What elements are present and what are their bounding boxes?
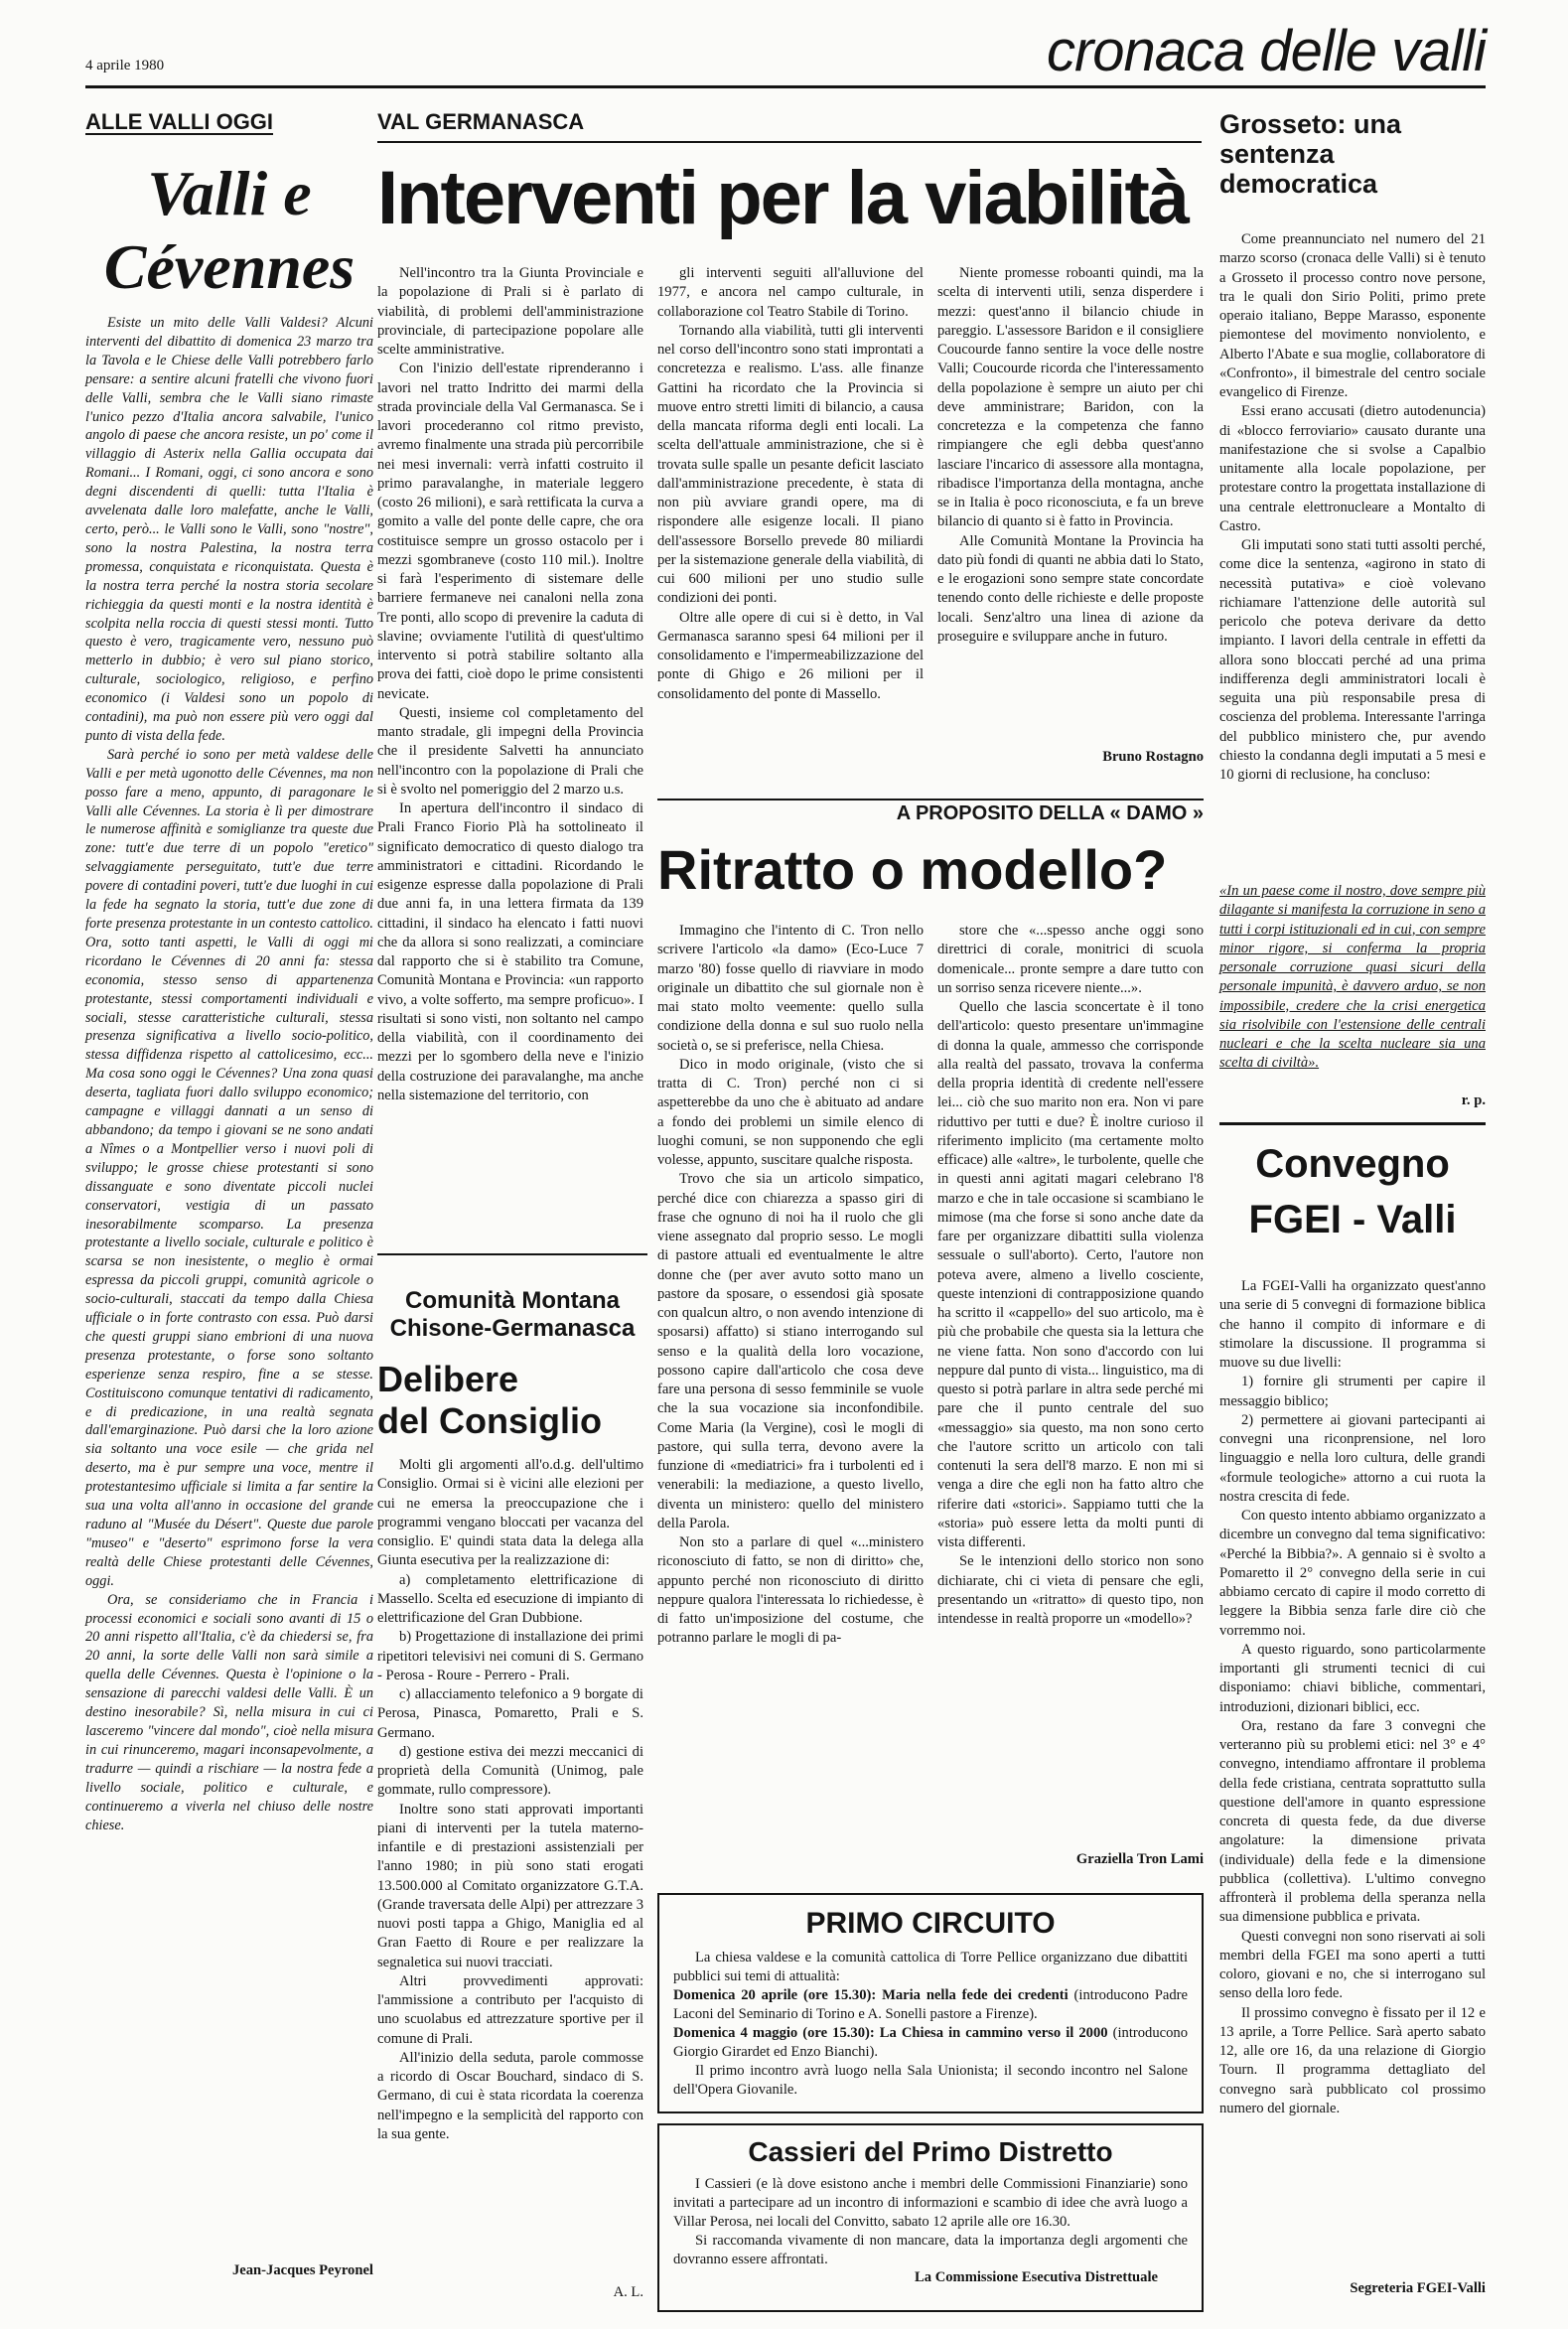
convegno-title — [1219, 1136, 1486, 1247]
paragraph: Niente promesse roboanti quindi, ma la scelta di interventi utili, senza disperdere i mezzi: quest'anno il bilancio chiude in pareggio. L'assessore Baridon e il consigliere Coucourde fanno sentire la voce delle nostre Valli; Coucourde ricorda che l'interessamento della popolazione è sempre un aiuto per chi deve amministrare; Baridon, con la concretezza e la competenza che fanno rimpiangere che egli debba quest'anno lasciare l'incarico di assessore alla montagna, ribadisce l'importanza della montagna, anche se in Italia è poco riconosciuta, e fa un breve bilancio di quanto si è fatto in Provincia. — [937, 265, 1204, 530]
paragraph: store che «...spesso anche oggi sono direttrici di corale, monitrici di scuola domenicale... pronte sempre a dare tutto con un sorriso senza ricevere niente...». — [937, 923, 1204, 996]
grosseto-title-line-3: democratica — [1219, 169, 1378, 199]
valli-signature: Jean-Jacques Peyronel — [231, 2262, 373, 2278]
paragraph: gli interventi seguiti all'alluvione del 1977, e ancora nel campo culturale, in collaborazione col Teatro Stabile di Torino. — [657, 265, 924, 320]
valli-title-line-1: Valli e — [147, 158, 312, 228]
primo-circuito-date-1: Domenica 20 aprile (ore 15.30): Maria nella fede dei credenti — [673, 1987, 1069, 2003]
paragraph: In apertura dell'incontro il sindaco di Prali Franco Fiorio Plà ha sottolineato il significato democratico di questo dialogo tra amministratori e cittadini. Ricordando le esigenze espresse dalla popolazione di Prali due anni fa, in una lettera firmata da 139 cittadini, il sindaco ha elencato i fatti nuovi che da allora si sono realizzati, a cominciare dal rapporto che si è stabilito tra Comune, Comunità Montana e Provincia: «un rapporto vivo, a volte sofferto, ma sempre proficuo». I risultati si sono visti, non soltanto nel campo della viabilità, con il coordinamento dei mezzi per lo sgombero della neve e l'inizio della costruzione dei paravalanghe, ma anche nella sistemazione del territorio, con — [377, 801, 643, 1103]
paragraph: Con l'inizio dell'estate riprenderanno i lavori nel tratto Indritto dei marmi della strada provinciale della Val Germanasca. Se i lavori procederanno col ritmo previsto, avremo finalmente una strada più percorribile nei mesi invernali: verrà infatti costruito il primo paravalanghe, in materiale leggero (costo 26 milioni), e sarà rettificata la curva a gomito a valle del ponte delle capre, che ora costituisce sempre un grosso ostacolo per i mezzi sgombraneve (costo 110 mil.). Inoltre si farà l'esperimento di sistemare delle barriere fermaneve nei canaloni nella zona Tre ponti, allo scopo di prevenire la caduta di slavine; ovviamente l'utilità di quest'ultimo intervento si potrà stabilire soltanto alla prova dei fatti, cioè dopo le prime consistenti nevicate. — [377, 361, 643, 702]
paragraph: Questi, insieme col completamento del manto stradale, gli impegni della Provincia che il presidente Salvetti ha annunciato nell'incontro con la popolazione di Prali che si è svolto nel pomeriggio del 2 marzo u.s. — [377, 704, 643, 798]
viab-kicker-rule — [377, 141, 1202, 143]
paragraph: All'inizio della seduta, parole commosse a ricordo di Oscar Bouchard, sindaco di S. Germano, di cui è stata ricordata la coerenza nell'impegno e la semplicità del rapporto con la sua gente. — [377, 2049, 643, 2142]
primo-circuito-close: Il primo incontro avrà luogo nella Sala Unionista; il secondo incontro nel Salone dell'Opera Giovanile. — [673, 2063, 1188, 2098]
cassieri-body — [673, 2175, 1188, 2269]
paragraph: Sarà perché io sono per metà valdese delle Valli e per metà ugonotto delle Cévennes, ma non posso fare a meno, appunto, di paragonare le Valli alle Cévennes. La storia è lì per dimostrare le numerose affinità e somiglianze tra queste due zone: tutt'e due terre di un popolo "eretico" selvaggiamente perseguitato, tutt'e due terre povere di contadini poveri, tutt'e due luoghi in cui la fede ha segnato la storia, tutt'e due zone di forte presenza protestante in un contesto cattolico. Ora, sotto tanti aspetti, le Valli di oggi mi ricordano le Cévennes di 20 anni fa: stessa economia, stesso senso di appartenenza protestante, stessi comportamenti individuali e sociali, stesse caratteristiche culturali, stessa presenza significativa a livello socio-politico, stessa diffidenza rispetto al cattolicesimo, ecc... Ma cosa sono oggi le Cévennes? Una zona quasi deserta, tagliata fuori dallo sviluppo economico; campagne e villaggi dannati a un senso di abbandono; da tempo i giovani se ne sono andati a Nîmes o a Montpellier verso i nuovi poli di sviluppo; le grosse chiese protestanti si sono dissanguate e sono diventate piccoli nuclei conservatori, vestigia di un passato inesorabilmente scomparso. La presenza protestante a livello sociale, culturale e politico è scarsa se non inesistente, o meglio è ormai espressa da piccoli gruppi, comunità agricole o socio-culturali, staccati da tempo dalla Chiesa ufficiale o in forte contrasto con essa. Può darsi che questi gruppi siano embrioni di una nuova presenza protestante, o forse sono soltanto esperienze senza respiro, fine a se stesse. Costituiscono comunque tentativi di radicamento, e di predicazione, in una realtà segnata dall'emarginazione. Può darsi che la loro azione sia soltanto una voce esile — che grida nel deserto, ma è pur sempre una voce, mentre il protestantesimo ufficiale si limita a far sentire la sua una volta all'anno in occasione del grande raduno al "Musée du Désert". Queste due parole "museo" e "deserto" esprimono forse la vera realtà delle Chiese protestanti delle Cévennes, oggi. — [85, 746, 373, 1589]
paragraph: Gli imputati sono stati tutti assolti perché, come dice la sentenza, «agirono in stato di necessità putativa» e cioè volevano richiamare l'attenzione delle autorità sul pericolo che poteva derivare da detto impianto. I lavori della centrale in effetti da allora sono bloccati perché ad una prima indifferenza degli amministratori locali è seguita una più responsabile presa di coscienza del problema. Interessante l'arringa del pubblico ministero che, pur avendo chiesto la condanna degli imputati a 5 mesi e 10 giorni di reclusione, ha concluso: — [1219, 537, 1486, 783]
valli-title — [85, 157, 373, 304]
grosseto-quote: «In un paese come il nostro, dove sempre più dilagante si manifesta la corruzione in seno a tutti i corpi istituzionali ed in cui, con sempre minor rigore, si conferma la propria personale corruzione quasi sicuri della personale impunità, è davvero arduo, se non impossibile, credere che la crisi energetica sia risolvibile con l'estensione delle centrali nucleari e che la scelta nucleare sia una scelta di civiltà». — [1219, 883, 1486, 1072]
paragraph: Altri provvedimenti approvati: l'ammissione a contributo per l'acquisto di uno scuolabus ed attrezzature sportive per il comune di Prali. — [377, 1972, 643, 2047]
viab-column-2 — [657, 264, 924, 704]
ritratto-column-1 — [657, 922, 924, 1649]
paragraph: A questo riguardo, sono particolarmente importanti gli strumenti tecnici di cui disponiamo: chiavi bibliche, commentari, introduzioni, dizionari biblici, ecc. — [1219, 1641, 1486, 1715]
viab-title: Interventi per la viabilità — [377, 156, 1189, 240]
ritratto-title: Ritratto o modello? — [657, 838, 1168, 901]
paragraph: Oltre alle opere di cui si è detto, in Val Germanasca saranno spesi 64 milioni per il consolidamento e l'impermeabilizzazione del ponte di Ghigo e 26 milioni per il consolidamento del ponte di Massello. — [657, 609, 924, 702]
viab-signature: Bruno Rostagno — [1102, 749, 1204, 765]
primo-circuito-date-2-detail: (introducono Giorgio Girardet ed Enzo Bianchi). — [673, 2025, 1189, 2060]
paragraph: Esiste un mito delle Valli Valdesi? Alcuni interventi del dibattito di domenica 23 marzo tra la Tavola e le Chiese delle Valli potrebbero farlo pensare: a sentire alcuni fratelli che vivono fuori delle Valli, sembra che le Valli siano rimaste l'unico pezzo d'Italia ancora salvabile, l'unico angolo di paese che ancora resiste, un po' come il villaggio di Asterix nella Gallia occupata dai Romani... I Romani, oggi, ci sono ancora e sono degni discendenti di quelli: tutta l'Italia è avvelenata dalle loro malefatte, anche le Valli, certo, però... le Valli sono le Valli, sono "nostre", sono la nostra Palestina, la nostra terra promessa, conquistata e riconquistata. Questa è la nostra terra perché la nostra storia secolare richieggia da questi monti e la nostra identità è scolpita nella roccia di questi stessi monti. Tutto questo è vero, tragicamente vero, nessuno può metterlo in dubbio; è vero sul piano storico, culturale, sociologico, religioso, e perfino economico (i Valdesi sono un popolo di contadini), ma può non essere più vero oggi dal punto di vista della fede. — [85, 315, 373, 744]
paragraph: c) allacciamento telefonico a 9 borgate di Perosa, Pinasca, Pomaretto, Prali e S. Germano. — [377, 1686, 643, 1741]
primo-circuito-intro: La chiesa valdese e la comunità cattolica di Torre Pellice organizzano due dibattiti pubblici sui temi di attualità: — [673, 1950, 1188, 1984]
paragraph: Se le intenzioni dello storico non sono dichiarate, chi ci vieta di pensare che egli, presentando un «ritratto» di questo tipo, non intendesse in realtà proporre un «modello»? — [937, 1553, 1204, 1627]
paragraph: Quello che lascia sconcertate è il tono dell'articolo: questo presentare un'immagine di donna la quale, ammesso che corrisponde alla realtà del passato, trovava la conferma della propria identità di credente nell'essere lei... ciò che suo marito non era. Non vi pare riduttivo per tutti e due? È inoltre curioso il riferimento implicito (ma certamente molto efficace) alle «altre», le turbolente, quelle che in questi anni agitati magari celebrano l'8 marzo e che in tale occasione si scambiano le mimose (ma che forse si sono anche date da fare per organizzare dibattiti sulla violenza sessuale o sull'aborto). Certo, l'autore non poteva avere, almeno a livello cosciente, queste intenzioni di contrapposizione quando ha scritto il «cappello» del suo articolo, ma è più che probabile che questa sia la lettura che ne viene fatta. Non sono d'accordo con lui neppure dal punto di vista... linguistico, ma di questo si potrà parlare in altra sede perché mi pare che il punto centrale del suo «messaggio» sia questo, ma non sono certo che l'autore scritto un articolo con tali contenuti la sera dell'8 marzo. E non mi si venga a dire che egli non ha fatto altro che riferire dati «storici». Sappiamo tutti che la «storia» può essere letta da molti punti di vista differenti. — [937, 999, 1204, 1550]
convegno-signature: Segreteria FGEI-Valli — [1350, 2280, 1486, 2296]
ritratto-signature: Graziella Tron Lami — [1075, 1851, 1204, 1867]
paragraph: I Cassieri (e là dove esistono anche i membri delle Commissioni Finanziarie) sono invitati a partecipare ad un incontro di informazioni e scambio di idee che avrà luogo a Villar Perosa, nei locali del Convitto, sabato 12 aprile alle ore 16.30. — [673, 2176, 1188, 2230]
comunita-kicker-line-1: Comunità Montana — [405, 1287, 620, 1314]
comunita-kicker-line-2: Chisone-Germanasca — [389, 1315, 636, 1342]
paragraph: Il prossimo convegno è fissato per il 12 e 13 aprile, a Torre Pellice. Sarà aperto sabato 12, alle ore 16, da una relazione di Giorgio Tourn. Il programma dettagliato del convegno sarà pubblicato col prossimo numero del giornale. — [1219, 2004, 1486, 2116]
primo-circuito-body — [673, 1949, 1188, 2100]
paragraph: Ora, se consideriamo che in Francia i processi economici e sociali sono avanti di 15 o 20 anni rispetto all'Italia, c'è da chiedersi se, fra 20 anni, la sorte delle Valli non sarà simile a quella delle Cévennes. Questa è l'opinione o la sensazione di parecchi valdesi delle Valli. È un destino inesorabile? Sì, nella misura in cui ci lasceremo "vincere dal mondo", cioè nella misura in cui rinunceremo, magari inconsapevolmente, a tradurre — quindi a rischiare — la nostra fede a livello sociale, politico e culturale, e continueremo a viverla nel chiuso delle nostre chiese. — [85, 1591, 373, 1833]
grosseto-bottom-rule — [1219, 1122, 1486, 1125]
paragraph: Non sto a parlare di quel «...ministero riconosciuto di fatto, se non di diritto» che, appunto perché non riconosciuto di diritto neppure qualora l'interessata lo richiedesse, è di fatto un'imposizione del costume, che potranno parlare le mogli di pa- — [657, 1534, 924, 1647]
comunita-title-line-2: del Consiglio — [377, 1400, 603, 1441]
page-date: 4 aprile 1980 — [85, 58, 165, 73]
primo-circuito-date-2: Domenica 4 maggio (ore 15.30): La Chiesa in cammino verso il 2000 — [673, 2025, 1108, 2041]
primo-circuito-title: PRIMO CIRCUITO — [805, 1907, 1056, 1940]
cassieri-signature: La Commissione Esecutiva Distrettuale — [915, 2269, 1158, 2285]
viab-column-1 — [377, 264, 643, 1105]
grosseto-signature: r. p. — [1461, 1092, 1486, 1108]
grosseto-title — [1219, 109, 1480, 199]
grosseto-title-line-2: sentenza — [1219, 139, 1335, 169]
paragraph: Immagino che l'intento di C. Tron nello scrivere l'articolo «la damo» (Eco-Luce 7 marzo '80) fosse quello di riavviare in modo originale un dibattito che sul giornale non è mai stato molto veemente: quello sulla condizione della donna e sul suo ruolo nella società o, se si preferisce, nella Chiesa. — [657, 923, 924, 1054]
paragraph: Si raccomanda vivamente di non mancare, data la importanza degli argomenti che dovranno essere affrontati. — [673, 2233, 1188, 2267]
cassieri-box — [657, 2123, 1204, 2312]
grosseto-body — [1219, 230, 1486, 785]
primo-circuito-date-1-detail: (introducono Padre Laconi del Seminario di Torino e A. Sonelli pastore a Firenze). — [673, 1987, 1188, 2022]
paragraph: Dico in modo originale, (visto che si tratta di C. Tron) perché non ci si aspetterebbe da uno che è abituato ad andare a fondo dei problemi un simile elenco di luoghi comuni, se non supponendo che egli volesse, appunto, suscitare qualche risposta. — [657, 1056, 924, 1168]
paragraph: 2) permettere ai giovani partecipanti ai convegni una riconprensione, nel loro linguaggio e nella loro cultura, delle grandi «formule teologiche» attorno a cui ruota la nostra crescita di fede. — [1219, 1411, 1486, 1505]
paragraph: Essi erano accusati (dietro autodenuncia) di «blocco ferroviario» causato durante una manifestazione che si svolse a Capalbio unitamente alla locale popolazione, per protestare contro la progettata installazione di una centrale elettronucleare a Montalto di Castro. — [1219, 403, 1486, 534]
paragraph: Come preannunciato nel numero del 21 marzo scorso (cronaca delle Valli) si è tenuto a Grosseto il processo contro nove persone, tra le quali don Sirio Politi, primo prete operaio italiano, Beppe Marasso, esponente piemontese del movimento nonviolento, e Alberto l'Abate e sua moglie, collaboratore di «Confronto», il bimestrale del centro sociale evangelico di Firenze. — [1219, 231, 1486, 400]
comunita-signature: A. L. — [613, 2284, 643, 2300]
paragraph: Tornando alla viabilità, tutti gli interventi nel corso dell'incontro sono stati improntati a concretezza e realismo. L'ass. alle finanze Gattini ha ricordato che la Provincia si muove entro stretti limiti di bilancio, a causa della mancata riforma degli enti locali. La scelta dell'attuale amministrazione, che si è trovata sulle spalle un pesante deficit lasciato dall'amministrazione precedente, è stata di non più avviare grandi opere, ma di rispondere alle esigenze locali. Il piano dell'assessore Borsello prevede 80 miliardi per la sistemazione generale della viabilità, di cui 600 milioni per uno studio sulle condizioni dei ponti. — [657, 322, 924, 607]
comunita-title — [377, 1359, 647, 1442]
paragraph: Alle Comunità Montane la Provincia ha dato più fondi di quanti ne abbia dati lo Stato, e le erogazioni sono sempre state concordate tenendo conto delle richieste e delle proposte locali. Senz'altro una linea di azione da proseguire e sviluppare anche in futuro. — [937, 532, 1204, 645]
comunita-body — [377, 1456, 643, 2144]
primo-circuito-box — [657, 1893, 1204, 2113]
paragraph: Trovo che sia un articolo simpatico, perché dice con chiarezza a spasso giri di frase che ognuno di noi ha il ruolo che gli viene assegnato dal proprio sesso. Le mogli di pastore attuali ed eventualmente le altre donne che (per aver avuto sotto mano un pastore da sposare, o essendosi già sposate con qualcun altro, o non avendo intenzione di sposarsi) affatto) si stiano interrogando sul senso e la qualità della loro vocazione, possono capire dall'articolo che cosa deve fare una persona di sesso femminile se vuole che la sua vocazione sia inconfondibile. Come Maria (la Vergine), così le mogli di pastore, qui sulla terra, devono avere la funzione di «mediatrici» fra i turbolenti ed i venerabili: la mediazione, a questo livello, diventa un ministero: quello del ministero della Parola. — [657, 1171, 924, 1531]
viab-column-3 — [937, 264, 1204, 647]
ritratto-column-2 — [937, 922, 1204, 1629]
valli-title-line-2: Cévennes — [103, 231, 356, 302]
paragraph: Questi convegni non sono riservati ai soli membri della FGEI ma sono aperti a tutti coloro, giovani e no, che si interrogano sul senso della loro fede. — [1219, 1928, 1486, 2002]
viab-kicker: VAL GERMANASCA — [377, 109, 585, 134]
paragraph: d) gestione estiva dei mezzi meccanici di proprietà della Comunità (Unimog, pale gommate, rullo compressore). — [377, 1743, 643, 1799]
paragraph: Con questo intento abbiamo organizzato a dicembre un convegno dal tema significativo: «Perché la Bibbia?». A gennaio si è svolto a Pomaretto il 2° convegno della serie in cui abbiamo cercato di capire il modo corretto di leggere la Bibbia senza farle dire ciò che vorremmo noi. — [1219, 1508, 1486, 1639]
convegno-title-line-1: Convegno — [1255, 1142, 1450, 1186]
section-masthead-title: cronaca delle valli — [1046, 19, 1486, 83]
paragraph: b) Progettazione di installazione dei primi ripetitori televisivi nei comuni di S. Germano - Perosa - Roure - Perrero - Prali. — [377, 1629, 643, 1683]
grosseto-title-line-1: Grosseto: una — [1219, 109, 1402, 139]
valli-kicker: ALLE VALLI OGGI — [85, 109, 274, 134]
ritratto-kicker: A PROPOSITO DELLA « DAMO » — [896, 802, 1204, 824]
cassieri-title: Cassieri del Primo Distretto — [748, 2136, 1113, 2167]
paragraph: Molti gli argomenti all'o.d.g. dell'ultimo Consiglio. Ormai si è vicini alle elezioni per cui ne emersa la preoccupazione che i programmi vengano bloccati per vacanza del consiglio. E' quindi stata data la delega alla Giunta esecutiva per la realizzazione di: — [377, 1457, 643, 1569]
paragraph: Ora, restano da fare 3 convegni che verteranno più su problemi etici: nel 3° e 4° convegno, intendiamo affrontare il problema della fede cristiana, centrata soprattutto sulla questione dell'amore in quanto espressione concreta di questa fede, da due diverse angolature: la dimensione privata (individuale) della fede e la dimensione pubblica (collettiva). L'ultimo convegno affronterà il problema della speranza nella sua dimensione pubblica e privata. — [1219, 1717, 1486, 1926]
comunita-title-line-1: Delibere — [377, 1359, 519, 1399]
paragraph: a) completamento elettrificazione di Massello. Scelta ed esecuzione di impianto di elettrificazione del Gran Dubbione. — [377, 1571, 643, 1626]
masthead-rule — [85, 85, 1486, 88]
convegno-title-line-2: FGEI - Valli — [1248, 1198, 1457, 1241]
paragraph: 1) fornire gli strumenti per capire il messaggio biblico; — [1219, 1374, 1486, 1409]
paragraph: La FGEI-Valli ha organizzato quest'anno una serie di 5 convegni di formazione biblica che hanno il compito di informare e di stimolare la discussione. Il programma si muove su due livelli: — [1219, 1278, 1486, 1371]
comunita-kicker — [377, 1287, 647, 1343]
paragraph: Nell'incontro tra la Giunta Provinciale e la popolazione di Prali si è parlato di viabilità, di problemi dell'amministrazione provinciale, di partecipazione popolare alle scelte amministrative. — [377, 265, 643, 358]
convegno-body — [1219, 1277, 1486, 2118]
comunita-top-rule — [377, 1253, 647, 1255]
valli-body — [85, 314, 373, 1834]
paragraph: Inoltre sono stati approvati importanti piani di interventi per la tutela materno-infantile e di prestazioni assistenziali per l'anno 1980; in più sono stati erogati 13.500.000 al Comitato organizzatore G.T.A. (Grande traversata delle Alpi) per attrezzare 3 nuovi posti tappa a Ghigo, Maniglia ed al Gran Faetto di Roure e per realizzare la segnaletica sui nuovi tracciati. — [377, 1801, 643, 1970]
